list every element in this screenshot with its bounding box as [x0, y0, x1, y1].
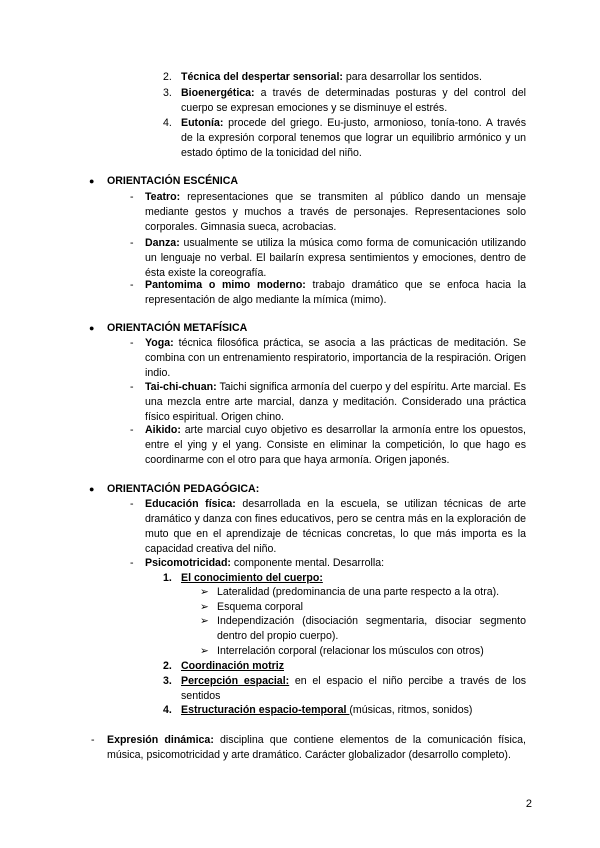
term: Yoga: — [145, 337, 174, 349]
description: procede del griego. Eu-justo, armonioso, tonía-tono. A través de la expresión corporal tenemos que lograr un equilibrio armónico y un estado óptimo de la tonicidad del niño. — [181, 117, 526, 159]
list-item — [181, 659, 284, 674]
list-item — [145, 236, 526, 281]
arrow-bullet-icon: ➢ — [200, 615, 209, 627]
section-heading: ORIENTACIÓN ESCÉNICA — [107, 175, 239, 187]
list-number: 3. — [163, 87, 172, 99]
arrow-bullet-icon: ➢ — [200, 645, 209, 657]
arrow-item: Interrelación corporal (relacionar los músculos con otros) — [217, 645, 484, 657]
term: Percepción espacial: — [181, 675, 290, 687]
term: Bioenergética: — [181, 87, 255, 99]
list-item — [145, 423, 526, 468]
dash-bullet-icon: - — [130, 337, 134, 349]
page-number: 2 — [525, 798, 532, 810]
list-item — [181, 571, 323, 586]
dash-bullet-icon: - — [130, 498, 134, 510]
description: disciplina que contiene elementos de la comunicación física, música, psicomotricidad y arte dramático. Carácter globalizador (desarrollo completo). — [107, 734, 526, 761]
description: para desarrollar los sentidos. — [342, 71, 482, 83]
description: trabajo dramático que se enfoca hacia la representación de algo mediante la mímica (mimo). — [145, 279, 526, 306]
bullet-icon: ● — [89, 176, 95, 186]
description: desarrollada en la escuela, se utilizan técnicas de arte dramático y danza con fines educativos, pero se centra más en la exploración de muto que en el aprendizaje de técnicas concretas, lo que más importa es la capacidad creativa del niño. — [145, 498, 526, 555]
term: Estructuración espacio-temporal — [181, 704, 350, 716]
dash-bullet-icon: - — [130, 381, 134, 393]
list-item — [145, 556, 384, 571]
dash-bullet-icon: - — [130, 237, 134, 249]
list-item — [107, 733, 526, 763]
term: El conocimiento del cuerpo: — [181, 572, 323, 584]
term: Pantomima o mimo moderno: — [145, 279, 306, 291]
section-heading: ORIENTACIÓN METAFÍSICA — [107, 322, 248, 334]
list-number: 3. — [163, 675, 172, 687]
arrow-item: Lateralidad (predominancia de una parte respecto a la otra). — [217, 586, 500, 598]
dash-bullet-icon: - — [130, 557, 134, 569]
dash-bullet-icon: - — [130, 191, 134, 203]
arrow-item: Esquema corporal — [217, 601, 303, 613]
description: técnica filosófica práctica, se asocia a las prácticas de meditación. Se combina con un entrenamiento respiratorio, importancia de la respiración. Origen indio. — [145, 337, 526, 379]
term: Teatro: — [145, 191, 181, 203]
description: Taichi significa armonía del cuerpo y del espíritu. Arte marcial. Es una mezcla entre arte marcial, danza y meditación. Considerado una práctica físico espiritual. Origen chino. — [145, 381, 526, 423]
description: arte marcial cuyo objetivo es desarrollar la armonía entre los opuestos, entre el ying y el yang. Consiste en eliminar la competición, lo que hago es coordinarme con el otro para que haya armonía. Origen japonés. — [145, 424, 526, 466]
list-item — [181, 70, 526, 85]
arrow-bullet-icon: ➢ — [200, 586, 209, 598]
list-item — [145, 336, 526, 381]
description: en el espacio el niño percibe a través de los sentidos — [181, 675, 527, 702]
term: Expresión dinámica: — [107, 734, 214, 746]
list-item — [181, 674, 526, 704]
arrow-item: Independización (disociación segmentaria, disociar segmento dentro del propio cuerpo). — [217, 615, 526, 642]
term: Danza: — [145, 237, 180, 249]
list-number: 2. — [163, 660, 172, 672]
list-number: 4. — [163, 704, 172, 716]
term: Aikido: — [145, 424, 181, 436]
list-number: 2. — [163, 71, 172, 83]
term: Técnica del despertar sensorial: — [181, 71, 343, 83]
section-heading: ORIENTACIÓN PEDAGÓGICA: — [107, 483, 260, 495]
description: representaciones que se transmiten al público dando un mensaje mediante gestos y muchos a través de personajes. Representaciones solo corporales. Gimnasia sueca, acrobacias. — [145, 191, 526, 233]
list-item — [181, 86, 526, 116]
dash-bullet-icon: - — [130, 424, 134, 436]
term: Tai-chi-chuan: — [145, 381, 217, 393]
term: Educación física: — [145, 498, 236, 510]
term: Psicomotricidad: — [145, 557, 231, 569]
bullet-icon: ● — [89, 323, 95, 333]
list-number: 4. — [163, 117, 172, 129]
description: usualmente se utiliza la música como forma de comunicación utilizando un lenguaje no verbal. El bailarín expresa sentimientos y emociones, dentro de ésta existe la coreografía. — [145, 237, 526, 279]
description: a través de determinadas posturas y del control del cuerpo se expresan emociones y se disminuye el estrés. — [181, 87, 526, 114]
list-item — [145, 497, 526, 557]
arrow-bullet-icon: ➢ — [200, 601, 209, 613]
list-item — [145, 278, 526, 308]
bullet-icon: ● — [89, 484, 95, 494]
description: componente mental. Desarrolla: — [230, 557, 385, 569]
term: Coordinación motriz — [181, 660, 284, 672]
description: (músicas, ritmos, sonidos) — [349, 704, 473, 716]
list-number: 1. — [163, 572, 172, 584]
dash-bullet-icon: - — [91, 734, 95, 746]
list-item — [145, 190, 526, 235]
dash-bullet-icon: - — [130, 279, 134, 291]
list-item — [145, 380, 526, 425]
list-item — [181, 116, 526, 161]
list-item — [181, 703, 472, 718]
term: Eutonía: — [181, 117, 224, 129]
